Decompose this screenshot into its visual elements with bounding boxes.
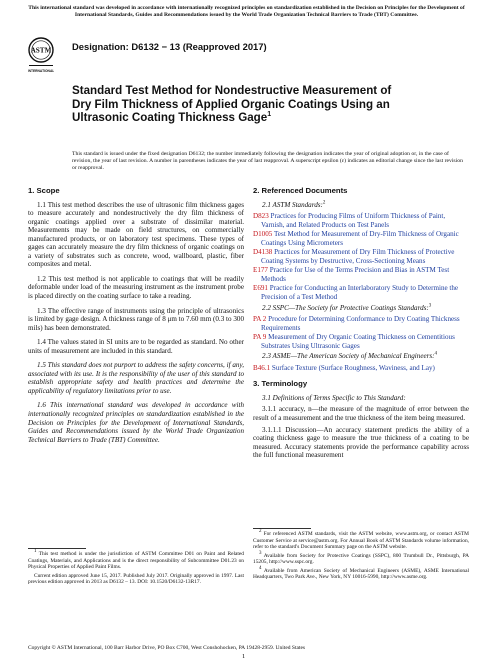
asme-standards-label: 2.3 ASME—The American Society of Mechanical Engineers:$^4$ xyxy=(262,351,438,361)
reference-title[interactable]: Test Method for Measurement of Dry-Film Thickness of Organic Coatings Using Micrometers xyxy=(261,230,459,247)
footnote-2: $^2$ For referenced ASTM standards, visit the ASTM website, www.astm.org, or contact ASTM Customer Service at service@astm.org. For Annual Book of ASTM Standards volume information, refer to the standard's Document Summary page on the ASTM website. xyxy=(253,529,469,550)
reference-title[interactable]: Practices for Producing Films of Uniform Thickness of Paint, Varnish, and Related Products on Test Panels xyxy=(261,212,446,229)
footnote-1b: Current edition approved June 15, 2017. Published July 2017. Originally approved in 1997. Last previous edition approved in 2013 as D6132 – 13. DOI: 10.1520/D6132-13R17. xyxy=(28,572,244,585)
reference-item[interactable] xyxy=(253,230,469,247)
scope-heading: 1. Scope xyxy=(28,186,60,195)
footnotes-left xyxy=(28,551,244,588)
reference-title[interactable]: Practice for Conducting an Interlaboratory Study to Determine the Precision of a Test Method xyxy=(261,284,459,302)
svg-text:ASTM: ASTM xyxy=(30,46,52,55)
footnote-3: $^3$ Available from Society for Protective Coatings (SSPC), 800 Trumbull Dr., Pittsburgh, PA 15205, http://www.sspc.org. xyxy=(253,550,469,565)
right-column xyxy=(253,187,469,466)
terminology-heading: 3. Terminology xyxy=(253,379,308,389)
left-column xyxy=(28,187,244,450)
paragraph-1-3: 1.3 The effective range of instruments using the principle of ultrasonics is limited by gage design. A thickness range of 8 μm to 7.60 mm (0.3 to 300 mils) has been demonstrated. xyxy=(28,306,244,332)
reference-code-link[interactable]: D823 xyxy=(253,212,269,221)
sspc-references-list xyxy=(253,315,469,350)
astm-logo xyxy=(28,37,54,77)
reference-title[interactable]: Surface Texture (Surface Roughness, Waviness, and Lay) xyxy=(270,363,435,372)
paragraph-3-1: 3.1 Definitions of Terms Specific to This Standard: xyxy=(262,393,406,402)
asme-references-list xyxy=(253,364,469,373)
reference-item[interactable] xyxy=(253,248,469,265)
reference-code-link[interactable]: D1005 xyxy=(253,230,273,239)
paragraph-1-5: 1.5 This standard does not purport to address the safety concerns, if any, associated with its use. It is the responsibility of the user of this standard to establish appropriate safety and health practices and determine the applicability of regulatory limitations prior to use. xyxy=(28,361,244,395)
reference-item[interactable] xyxy=(253,284,469,301)
paragraph-3-1-1-1: 3.1.1.1 Discussion—An accuracy statement predicts the ability of a coating thickness gage to measure the true thickness of a coating to be measured. Accuracy statements provide the performance capability across the full functional measurement xyxy=(253,425,469,460)
reference-code-link[interactable]: E691 xyxy=(253,284,268,293)
reference-title[interactable]: Measurement of Dry Organic Coating Thickness on Cementitious Substrates Using Ultrasonic Gages xyxy=(261,333,455,350)
reference-code-link[interactable]: B46.1 xyxy=(253,363,271,372)
svg-text:INTERNATIONAL: INTERNATIONAL xyxy=(28,69,54,73)
paragraph-1-6: 1.6 This international standard was developed in accordance with internationally recognized principles on standardization established in the Decision on Principles for the Development of International Standards, Guides and Recommendations issued by the World Trade Organization Technical Barriers to Trade (TBT) Committee. xyxy=(28,401,244,444)
sspc-standards-label: 2.2 SSPC—The Society for Protective Coatings Standards:$^3$ xyxy=(262,303,432,312)
document-title: Standard Test Method for Nondestructive Measurement of Dry Film Thickness of Applied Organic Coatings Using an Ultrasonic Coating Thickness Gage$^1$ xyxy=(72,84,392,125)
reference-title[interactable]: Procedure for Determining Conformance to Dry Coating Thickness Requirements xyxy=(261,315,460,332)
reference-item[interactable] xyxy=(253,212,469,229)
reference-code-link[interactable]: E177 xyxy=(253,266,268,275)
reference-title[interactable]: Practices for Measurement of Dry Film Thickness of Protective Coating Systems by Destructive, Cross-Sectioning Means xyxy=(261,248,455,265)
reference-item[interactable] xyxy=(253,333,469,350)
reference-item[interactable] xyxy=(253,315,469,332)
footnote-1: $^1$ This test method is under the jurisdiction of ASTM Committee D01 on Paint and Related Coatings, Materials, and Applications and is the direct responsibility of Subcommittee D01.23 on Physical Properties of Applied Paint Films. xyxy=(28,549,244,570)
reference-item[interactable] xyxy=(253,364,469,373)
paragraph-3-1-1: 3.1.1 accuracy, n—the measure of the magnitude of error between the result of a measurement and the true thickness of the item being measured. xyxy=(253,405,469,423)
footnote-4: $^4$ Available from American Society of Mechanical Engineers (ASME), ASME International Headquarters, Two Park Ave., New York, NY 10016-5990, http://www.asme.org. xyxy=(253,565,469,580)
reference-code-link[interactable]: PA 9 xyxy=(253,333,267,342)
page-number: 1 xyxy=(242,653,246,660)
footnotes-right xyxy=(253,531,469,583)
tbt-notice: This international standard was developed in accordance with internationally recognized principles on standardization established in the Decision on Principles for the Development of International Standards, Guides and Recommendations issued by the World Trade Organization Technical Barriers to Trade (TBT) Committee. xyxy=(28,5,465,18)
astm-standards-label: 2.1 ASTM Standards:$^2$ xyxy=(262,200,326,209)
reference-code-link[interactable]: D4138 xyxy=(253,248,273,257)
paragraph-1-2: 1.2 This test method is not applicable to coatings that will be readily deformable under load of the measuring instrument as the instrument probe is placed directly on the coating surface to take a reading. xyxy=(28,274,244,301)
issued-note: This standard is issued under the fixed designation D6132; the number immediately following the designation indicates the year of original adoption or, in the case of revision, the year of last revision. A number in parentheses indicates the year of last reapproval. A superscript epsilon (ε) indicates an editorial change since the last revision or reapproval. xyxy=(72,151,463,172)
reference-title[interactable]: Practice for Use of the Terms Precision and Bias in ASTM Test Methods xyxy=(261,266,450,283)
astm-references-list xyxy=(253,212,469,301)
paragraph-1-4: 1.4 The values stated in SI units are to be regarded as standard. No other units of measurement are included in this standard. xyxy=(28,338,244,355)
reference-code-link[interactable]: PA 2 xyxy=(253,315,267,324)
referenced-documents-heading: 2. Referenced Documents xyxy=(253,186,348,195)
paragraph-1-1: 1.1 This test method describes the use of ultrasonic film thickness gages to measure accurately and nondestructively the dry film thickness of organic coatings applied over a substrate of dissimilar material. Measurements may be made on field structures, on commercially manufactured products, or on laboratory test specimens. These types of gages can accurately measure the dry film thickness of organic coatings on a variety of substrates such as concrete, wood, wallboard, plastic, fiber composites and metal. xyxy=(28,200,244,269)
copyright-line: Copyright © ASTM International, 100 Barr Harbor Drive, PO Box C700, West Conshohocken, PA 19428-2959. United States xyxy=(28,645,306,651)
reference-item[interactable] xyxy=(253,266,469,283)
designation: Designation: D6132 − 13 (Reapproved 2017) xyxy=(72,41,267,52)
